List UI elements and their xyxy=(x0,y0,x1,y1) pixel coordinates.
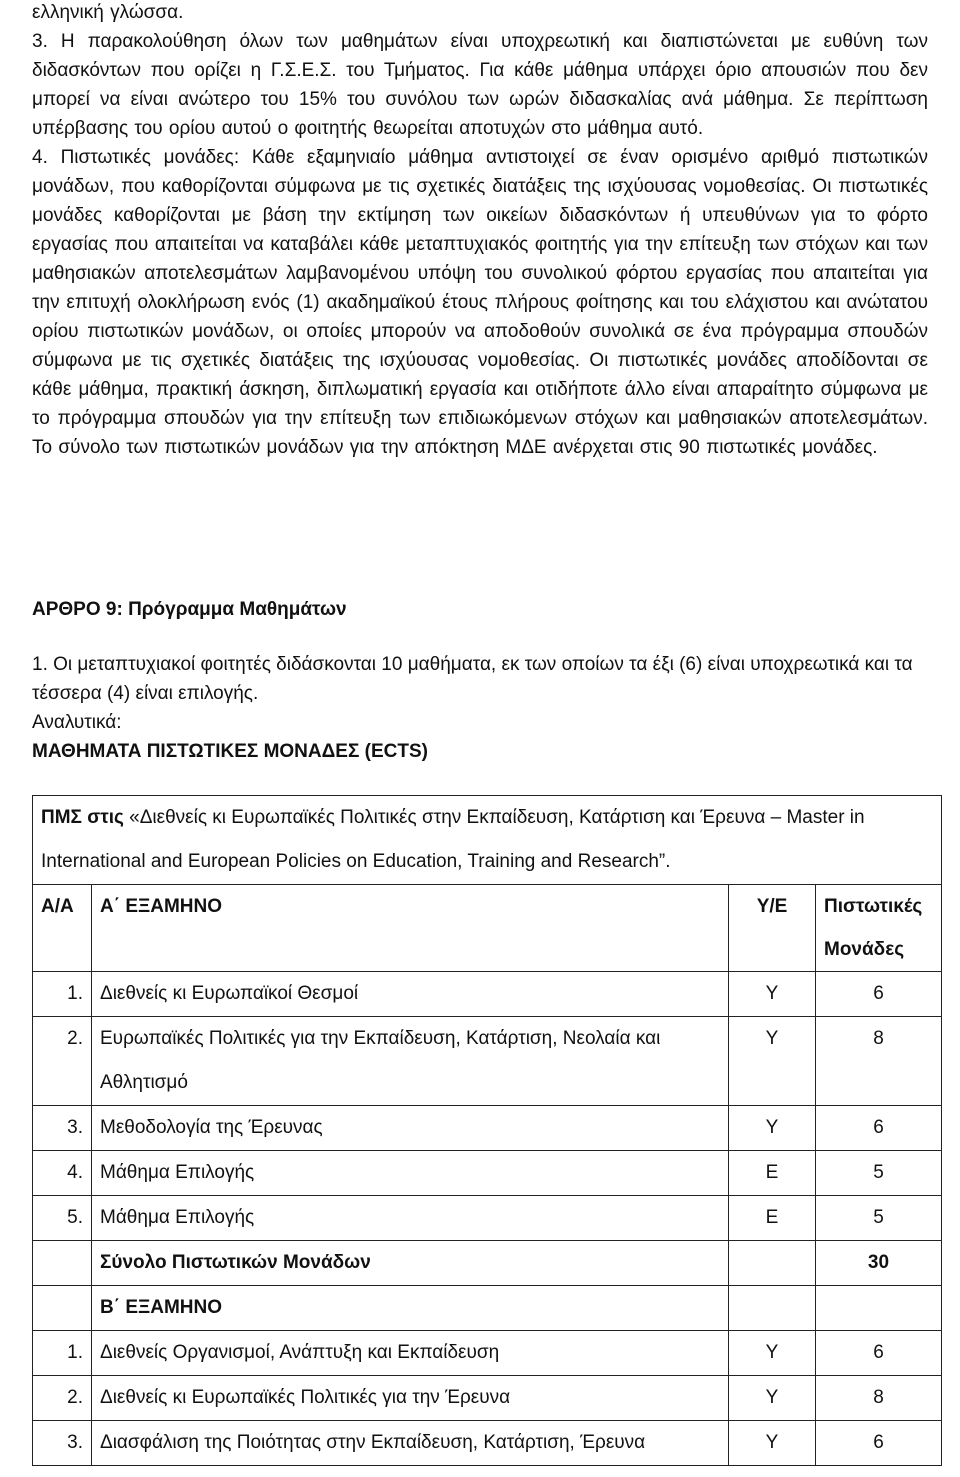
course-name: Μάθημα Επιλογής xyxy=(92,1151,729,1196)
course-credits: 5 xyxy=(816,1151,942,1196)
header-semester-a: Α΄ ΕΞΑΜΗΝΟ xyxy=(92,885,729,972)
header-num: Α/Α xyxy=(33,885,92,972)
total-value: 30 xyxy=(816,1241,942,1286)
semester-a-rows xyxy=(33,972,942,1241)
table-row xyxy=(33,1376,942,1421)
course-number: 2. xyxy=(33,1376,92,1421)
course-name: Μάθημα Επιλογής xyxy=(92,1196,729,1241)
course-type: Υ xyxy=(729,1421,816,1466)
table-row xyxy=(33,1331,942,1376)
semester-b-rows xyxy=(33,1331,942,1466)
course-number: 4. xyxy=(33,1151,92,1196)
course-credits: 8 xyxy=(816,1376,942,1421)
table-title-prefix: ΠΜΣ στις xyxy=(41,807,124,828)
course-type: Υ xyxy=(729,972,816,1017)
course-name: Ευρωπαϊκές Πολιτικές για την Εκπαίδευση, Κατάρτιση, Νεολαία και Αθλητισμό xyxy=(92,1017,729,1106)
table-header-row xyxy=(33,885,942,972)
regulation-text xyxy=(0,0,960,462)
course-number: 1. xyxy=(33,1331,92,1376)
course-number: 3. xyxy=(33,1106,92,1151)
table-title-row xyxy=(33,796,942,885)
course-number: 3. xyxy=(33,1421,92,1466)
course-number: 1. xyxy=(33,972,92,1017)
course-number: 2. xyxy=(33,1017,92,1106)
header-type: Υ/Ε xyxy=(729,885,816,972)
course-type: Ε xyxy=(729,1151,816,1196)
paragraph-language-end: ελληνική γλώσσα. xyxy=(32,2,184,23)
course-credits: 8 xyxy=(816,1017,942,1106)
course-name: Διεθνείς κι Ευρωπαϊκές Πολιτικές για την Έρευνα xyxy=(92,1376,729,1421)
table-row xyxy=(33,972,942,1017)
course-type: Υ xyxy=(729,1331,816,1376)
header-credits: Πιστωτικές Μονάδες xyxy=(816,885,942,972)
analytic-label: Αναλυτικά: xyxy=(32,712,122,733)
total-row xyxy=(33,1241,942,1286)
semester-b-label: Β΄ ΕΞΑΜΗΝΟ xyxy=(92,1286,729,1331)
total-label: Σύνολο Πιστωτικών Μονάδων xyxy=(92,1241,729,1286)
article-heading: ΑΡΘΡΟ 9: Πρόγραμμα Μαθημάτων xyxy=(32,599,347,620)
course-name: Διασφάλιση της Ποιότητας στην Εκπαίδευση, Κατάρτιση, Έρευνα xyxy=(92,1421,729,1466)
table-row xyxy=(33,1017,942,1106)
course-type: Υ xyxy=(729,1106,816,1151)
table-row xyxy=(33,1106,942,1151)
table-row xyxy=(33,1151,942,1196)
course-type: Υ xyxy=(729,1017,816,1106)
article-9 xyxy=(0,596,960,766)
course-credits: 6 xyxy=(816,1106,942,1151)
course-name: Μεθοδολογία της Έρευνας xyxy=(92,1106,729,1151)
course-number: 5. xyxy=(33,1196,92,1241)
curriculum-table xyxy=(32,795,942,1466)
course-credits: 6 xyxy=(816,1331,942,1376)
course-type: Υ xyxy=(729,1376,816,1421)
course-credits: 6 xyxy=(816,972,942,1017)
table-row xyxy=(33,1421,942,1466)
course-type: Ε xyxy=(729,1196,816,1241)
semester-b-row xyxy=(33,1286,942,1331)
ects-heading: ΜΑΘΗΜΑΤΑ ΠΙΣΤΩΤΙΚΕΣ ΜΟΝΑΔΕΣ (ECTS) xyxy=(32,741,428,762)
table-title xyxy=(33,796,942,885)
course-credits: 6 xyxy=(816,1421,942,1466)
paragraph-attendance: 3. Η παρακολούθηση όλων των μαθημάτων είναι υποχρεωτική και διαπιστώνεται με ευθύνη των διδασκόντων που ορίζει η Γ.Σ.Ε.Σ. του Τμήματος. Για κάθε μάθημα υπάρχει όριο απουσιών που δεν μπορεί να είναι ανώτερο του 15% του συνόλου των ωρών διδασκαλίας ανά μάθημα. Σε περίπτωση υπέρβασης του ορίου αυτού ο φοιτητής θεωρείται αποτυχών στο μάθημα αυτό. xyxy=(32,31,928,139)
table-row xyxy=(33,1196,942,1241)
course-name: Διεθνείς κι Ευρωπαϊκοί Θεσμοί xyxy=(92,972,729,1017)
paragraph-credits: 4. Πιστωτικές μονάδες: Κάθε εξαμηνιαίο μάθημα αντιστοιχεί σε έναν ορισμένο αριθμό πιστωτικών μονάδων, που καθορίζονται σύμφωνα με τις σχετικές διατάξεις της ισχύουσας νομοθεσίας. Οι πιστωτικές μονάδες καθορίζονται με βάση την εκτίμηση των οικείων διδασκόντων ή υπευθύνων για το φόρτο εργασίας που απαιτείται να καταβάλει κάθε μεταπτυχιακός φοιτητής για την επίτευξη των στόχων και των μαθησιακών αποτελεσμάτων λαμβανομένου υπόψη του συνολικού φόρτου εργασίας που απαιτείται για την επιτυχή ολοκλήρωση ενός (1) ακαδημαϊκού έτους πλήρους φοίτησης και του ελάχιστου και ανώτατου ορίου πιστωτικών μονάδων, οι οποίες μπορούν να αποδοθούν συνολικά σε ένα πρόγραμμα σπουδών σύμφωνα με τις σχετικές διατάξεις της ισχύουσας νομοθεσίας. Οι πιστωτικές μονάδες αποδίδονται σε κάθε μάθημα, πρακτική άσκηση, διπλωματική εργασία και οτιδήποτε άλλο είναι απαραίτητο σύμφωνα με το πρόγραμμα σπουδών για την επίτευξη των επιδιωκόμενων στόχων και μαθησιακών αποτελεσμάτων. Το σύνολο των πιστωτικών μονάδων για την απόκτηση ΜΔΕ ανέρχεται στις 90 πιστωτικές μονάδες. xyxy=(32,147,928,458)
course-credits: 5 xyxy=(816,1196,942,1241)
course-name: Διεθνείς Οργανισμοί, Ανάπτυξη και Εκπαίδευση xyxy=(92,1331,729,1376)
table-title-text: «Διεθνείς κι Ευρωπαϊκές Πολιτικές στην Εκπαίδευση, Κατάρτιση και Έρευνα – Master in International and European Policies on Education, Training and Research”. xyxy=(41,807,865,872)
paragraph-course-count: 1. Οι μεταπτυχιακοί φοιτητές διδάσκονται 10 μαθήματα, εκ των οποίων τα έξι (6) είναι υποχρεωτικά και τα τέσσερα (4) είναι επιλογής. xyxy=(32,654,913,704)
